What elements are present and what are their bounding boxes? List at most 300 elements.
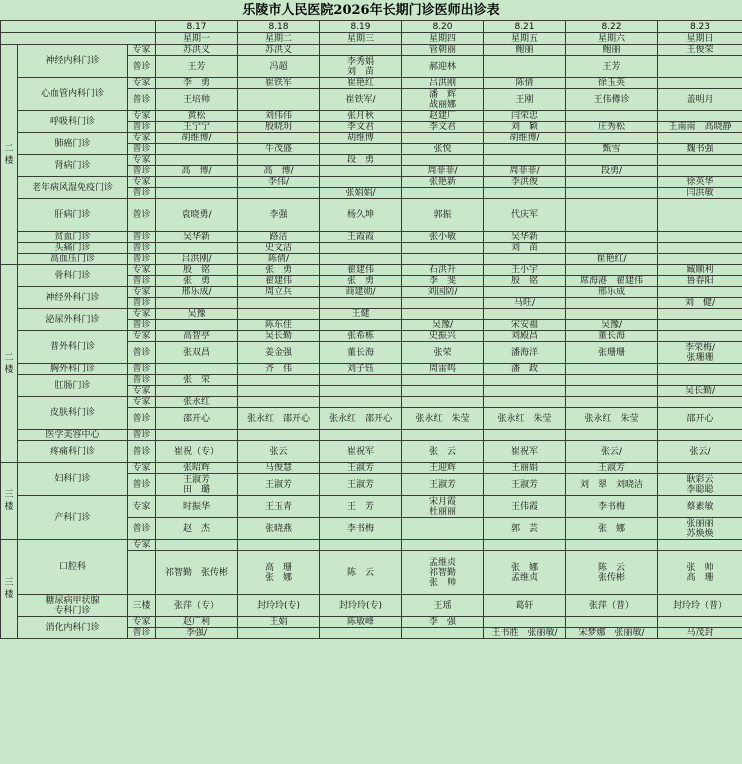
doctor-cell: 封玲玲(专) [238,595,320,617]
doctor-cell: 王伟僔诊 [566,89,658,111]
header-blank [1,33,156,45]
doctor-cell [566,617,658,628]
doctor-cell: 甄雪 [566,144,658,155]
doctor-cell: 祁智勤 张传彬 [156,551,238,595]
doctor-cell [402,309,484,320]
page-title: 乐陵市人民医院2026年长期门诊医师出诊表 [242,3,500,18]
doctor-cell: 王淑芳 [484,474,566,496]
doctor-cell: 马俊慧 [238,463,320,474]
doctor-cell: 封玲玲(专) [320,595,402,617]
doctor-cell: 张 娜 [566,518,658,540]
department-name: 呼吸科门诊 [18,111,128,133]
weekday-cell: 星期一 [156,33,238,45]
doctor-cell: 邢乐成 [566,287,658,298]
department-name: 肝病门诊 [18,199,128,232]
doctor-cell: 张 帅 高 珊 [658,551,742,595]
doctor-cell: 殷 铭 [484,276,566,287]
doctor-cell [658,375,742,386]
doctor-cell: 张永红 邵开心 [238,408,320,430]
doctor-cell: 殷 铭 [156,265,238,276]
doctor-cell: 段勇/ [566,166,658,177]
doctor-cell: 张 云 [402,441,484,463]
clinic-type: 专家 [128,331,156,342]
doctor-cell [484,617,566,628]
clinic-type [128,551,156,595]
doctor-cell: 董长海 [320,342,402,364]
doctor-cell [156,243,238,254]
doctor-cell: 王瑶 [402,595,484,617]
doctor-cell [658,155,742,166]
doctor-cell: 王霞霞 [320,232,402,243]
department-name: 糖尿病甲状腺 专科门诊 [18,595,128,617]
doctor-cell: 崔铁军 [238,78,320,89]
doctor-cell: 潘 辉 战丽娜 [402,89,484,111]
doctor-cell [566,243,658,254]
doctor-cell: 赵建厂 [402,111,484,122]
doctor-cell: 王芳 [156,56,238,78]
doctor-cell [658,463,742,474]
doctor-cell [238,89,320,111]
doctor-cell: 史文洁 [238,243,320,254]
doctor-cell [238,386,320,397]
doctor-cell: 闫洪敏 [658,188,742,199]
doctor-cell: 陈倩 [484,78,566,89]
clinic-type: 普诊 [128,408,156,430]
doctor-cell [566,309,658,320]
clinic-type: 普诊 [128,342,156,364]
doctor-cell: 崔祝军 [320,441,402,463]
doctor-cell: 张荣 [402,342,484,364]
doctor-cell: 张 勇 [238,265,320,276]
doctor-cell: 封玲玲（普） [658,595,742,617]
clinic-type: 普诊 [128,276,156,287]
department-name: 疼痛科门诊 [18,441,128,463]
doctor-cell: 马茂封 [658,628,742,639]
schedule-row [1,199,742,232]
clinic-type: 专家 [128,265,156,276]
clinic-type: 普诊 [128,166,156,177]
schedule-table [0,20,742,639]
clinic-type: 专家 [128,133,156,144]
doctor-cell: 王淑芳 田 璐 [156,474,238,496]
doctor-cell: 李强/ [156,628,238,639]
doctor-cell: 耿彩云 李聪聪 [658,474,742,496]
doctor-cell: 张小敏 [402,232,484,243]
doctor-cell: 周立兵 [238,287,320,298]
doctor-cell: 李 强 [402,617,484,628]
doctor-cell: 鲁春阳 [658,276,742,287]
clinic-type: 专家 [128,463,156,474]
doctor-cell [238,188,320,199]
doctor-cell: 王丽娟 [484,463,566,474]
department-name: 高血压门诊 [18,254,128,265]
doctor-cell: 张晓燕 [238,518,320,540]
doctor-cell [238,540,320,551]
doctor-cell: 李伟/ [238,177,320,188]
doctor-cell [484,287,566,298]
doctor-cell: 宋月霞 杜丽丽 [402,496,484,518]
doctor-cell: 席海港 翟建伟 [566,276,658,287]
doctor-cell [402,243,484,254]
doctor-cell [658,320,742,331]
department-name: 肾病门诊 [18,155,128,177]
doctor-cell [484,397,566,408]
doctor-cell [238,155,320,166]
doctor-cell [156,430,238,441]
doctor-cell: 胡维博/ [484,133,566,144]
date-row [1,21,742,33]
date-cell: 8.22 [566,21,658,33]
doctor-cell: 王小宇 [484,265,566,276]
schedule-row [1,595,742,617]
doctor-cell: 徐英华 [658,177,742,188]
doctor-cell: 潘海洋 [484,342,566,364]
doctor-cell: 吴豫/ [402,320,484,331]
doctor-cell [658,364,742,375]
date-cell: 8.21 [484,21,566,33]
doctor-cell: 张希栋 [320,331,402,342]
doctor-cell [658,254,742,265]
schedule-row [1,617,742,628]
doctor-cell [484,386,566,397]
doctor-cell [156,298,238,309]
doctor-cell [658,397,742,408]
clinic-type: 普诊 [128,518,156,540]
schedule-row [1,375,742,386]
doctor-cell: 吕洪刚 [402,78,484,89]
doctor-cell [402,540,484,551]
doctor-cell: 孟维贞 祁智勤 张 帅 [402,551,484,595]
doctor-cell: 张丽丽 苏焕焕 [658,518,742,540]
doctor-cell [156,188,238,199]
doctor-cell [566,298,658,309]
doctor-cell: 张永红 邵开心 [320,408,402,430]
doctor-cell: 王淑芳 [238,474,320,496]
doctor-cell: 胡维博 [320,133,402,144]
doctor-cell [658,232,742,243]
doctor-cell [238,375,320,386]
clinic-type: 专家 [128,287,156,298]
doctor-cell: 刘 苗 [484,243,566,254]
doctor-cell [402,254,484,265]
schedule-row [1,430,742,441]
clinic-type: 普诊 [128,364,156,375]
doctor-cell [402,386,484,397]
doctor-cell: 张云 [238,441,320,463]
doctor-cell [402,133,484,144]
doctor-cell: 李 斐 [402,276,484,287]
doctor-cell: 王宁宁 [156,122,238,133]
doctor-cell: 张永红 [156,397,238,408]
doctor-cell: 刘 颖 [484,122,566,133]
doctor-cell: 崔祝军 [484,441,566,463]
doctor-cell: 王南南 高晓静 [658,122,742,133]
doctor-cell [238,309,320,320]
clinic-type: 专家 [128,309,156,320]
clinic-type: 普诊 [128,298,156,309]
doctor-cell: 刘殿昌 [484,331,566,342]
doctor-cell [658,617,742,628]
floor-label: 三 楼 [1,463,18,540]
doctor-cell [320,45,402,56]
doctor-cell: 时振华 [156,496,238,518]
doctor-cell: 刘 翠 刘晓洁 [566,474,658,496]
doctor-cell: 张萍（普） [566,595,658,617]
doctor-cell: 吴华新 [156,232,238,243]
doctor-cell: 王淑芳 [320,474,402,496]
clinic-type: 普诊 [128,199,156,232]
doctor-cell [658,166,742,177]
doctor-cell: 张 勇 [156,276,238,287]
doctor-cell [320,375,402,386]
clinic-type: 普诊 [128,89,156,111]
clinic-type: 普诊 [128,254,156,265]
doctor-cell [566,199,658,232]
doctor-cell [238,628,320,639]
doctor-cell [402,430,484,441]
doctor-cell [320,430,402,441]
doctor-cell: 刘伟伟 [238,111,320,122]
doctor-cell: 吴长勤/ [658,386,742,397]
schedule-row [1,463,742,474]
clinic-type: 专家 [128,496,156,518]
department-name: 胸外科门诊 [18,364,128,375]
doctor-cell: 王伟霞 [484,496,566,518]
doctor-cell: 周菲菲/ [402,166,484,177]
date-cell: 8.17 [156,21,238,33]
doctor-cell [658,199,742,232]
doctor-cell: 王俊荣 [658,45,742,56]
doctor-cell [320,177,402,188]
doctor-cell: 李强 [238,199,320,232]
doctor-cell [402,298,484,309]
schedule-row [1,78,742,89]
doctor-cell: 邵开心 [658,408,742,430]
clinic-type: 专家 [128,177,156,188]
doctor-cell [402,375,484,386]
doctor-cell: 陈 云 张传彬 [566,551,658,595]
doctor-cell: 吴豫 [156,309,238,320]
doctor-cell [566,386,658,397]
doctor-cell [402,518,484,540]
schedule-row [1,287,742,298]
doctor-cell: 郝迎林 [402,56,484,78]
doctor-cell: 宋梦娜 张丽敏/ [566,628,658,639]
doctor-cell [566,133,658,144]
doctor-cell: 李文君 [402,122,484,133]
doctor-cell: 臧顺利 [658,265,742,276]
schedule-row [1,133,742,144]
weekday-cell: 星期四 [402,33,484,45]
schedule-row [1,309,742,320]
doctor-cell: 陈倩/ [238,254,320,265]
clinic-type: 专家 [128,111,156,122]
doctor-cell [566,540,658,551]
doctor-cell: 张珊珊 [566,342,658,364]
clinic-type: 普诊 [128,628,156,639]
doctor-cell: 王芳 [566,56,658,78]
doctor-cell [320,540,402,551]
doctor-cell: 张双昌 [156,342,238,364]
clinic-type: 普诊 [128,232,156,243]
doctor-cell [156,386,238,397]
doctor-cell: 路洁 [238,232,320,243]
department-name: 贫血门诊 [18,232,128,243]
doctor-cell: 鲍丽 [484,45,566,56]
doctor-cell: 商建勋/ [320,287,402,298]
doctor-cell: 陈 云 [320,551,402,595]
date-cell: 8.18 [238,21,320,33]
doctor-cell: 代庆军 [484,199,566,232]
department-name: 医学美容中心 [18,430,128,441]
doctor-cell: 魏书强 [658,144,742,155]
date-cell: 8.20 [402,21,484,33]
doctor-cell: 殷晓玥 [238,122,320,133]
floor-label: 二 楼 [1,265,18,463]
doctor-cell [566,364,658,375]
weekday-cell: 星期二 [238,33,320,45]
weekday-cell: 星期三 [320,33,402,45]
clinic-type: 普诊 [128,430,156,441]
schedule-body [1,21,742,639]
clinic-type: 普诊 [128,188,156,199]
clinic-type: 专家 [128,386,156,397]
doctor-cell: 赵广利 [156,617,238,628]
doctor-cell: 郭振 [402,199,484,232]
department-name: 肛肠门诊 [18,375,128,397]
department-name: 心血管内科门诊 [18,78,128,111]
doctor-cell [402,397,484,408]
doctor-cell: 张云/ [658,441,742,463]
doctor-cell: 宋安福 [484,320,566,331]
date-cell: 8.19 [320,21,402,33]
department-name: 骨科门诊 [18,265,128,287]
doctor-cell: 张永红 朱莹 [566,408,658,430]
doctor-cell: 周雷鸣 [402,364,484,375]
doctor-cell: 王书胜 张丽敏/ [484,628,566,639]
doctor-cell: 邵开心 [156,408,238,430]
department-name: 皮肤科门诊 [18,397,128,430]
department-name: 老年病风湿免疫门诊 [18,177,128,199]
doctor-cell [320,628,402,639]
doctor-cell: 张月秋 [320,111,402,122]
doctor-cell: 高 珊 张 娜 [238,551,320,595]
doctor-cell: 高智亭 [156,331,238,342]
clinic-type: 专家 [128,540,156,551]
department-name: 神经内科门诊 [18,45,128,78]
doctor-cell: 齐 伟 [238,364,320,375]
doctor-cell: 张昭辉 [156,463,238,474]
doctor-cell: 石洪升 [402,265,484,276]
doctor-cell [484,56,566,78]
date-cell: 8.23 [658,21,742,33]
doctor-cell [320,397,402,408]
clinic-type: 专家 [128,45,156,56]
doctor-cell: 黄松 [156,111,238,122]
doctor-cell [566,111,658,122]
schedule-row [1,496,742,518]
doctor-cell [156,177,238,188]
department-name: 妇科门诊 [18,463,128,496]
clinic-type: 普诊 [128,243,156,254]
doctor-cell: 李洪俊 [484,177,566,188]
doctor-cell [484,144,566,155]
doctor-cell [320,166,402,177]
doctor-cell [484,188,566,199]
doctor-cell: 邢乐成/ [156,287,238,298]
doctor-cell [566,177,658,188]
doctor-cell [566,155,658,166]
schedule-row [1,232,742,243]
department-name: 口腔科 [18,540,128,595]
schedule-row [1,441,742,463]
department-name: 肺癌门诊 [18,133,128,155]
doctor-cell: 王健 [320,309,402,320]
doctor-cell: 张永红 朱莹 [484,408,566,430]
schedule-row [1,364,742,375]
floor-label: 三 楼 [1,540,18,639]
schedule-row [1,155,742,166]
clinic-type: 三楼 [128,595,156,617]
schedule-row [1,540,742,551]
doctor-cell: 张 勇 [320,276,402,287]
doctor-cell: 潘 政 [484,364,566,375]
doctor-cell [156,540,238,551]
doctor-cell: 董长海 [566,331,658,342]
clinic-type: 普诊 [128,122,156,133]
header-blank [1,21,156,33]
department-name: 神经外科门诊 [18,287,128,309]
doctor-cell: 张 娜 孟维贞 [484,551,566,595]
schedule-row [1,331,742,342]
doctor-cell: 李秀娟 刘 苗 [320,56,402,78]
doctor-cell [658,78,742,89]
doctor-cell: 苏洪义 [156,45,238,56]
doctor-cell: 吴豫/ [566,320,658,331]
department-name: 普外科门诊 [18,331,128,364]
doctor-cell [566,188,658,199]
doctor-cell [156,144,238,155]
clinic-type: 普诊 [128,56,156,78]
doctor-cell: 吕洪刚/ [156,254,238,265]
doctor-cell: 王迎辉 [402,463,484,474]
doctor-cell: 刘国防/ [402,287,484,298]
doctor-cell: 赵 杰 [156,518,238,540]
doctor-cell [484,430,566,441]
doctor-cell: 翟建伟 [238,276,320,287]
doctor-cell [320,298,402,309]
clinic-type: 专家 [128,397,156,408]
doctor-cell: 胡维博/ [156,133,238,144]
doctor-cell: 王培帅 [156,89,238,111]
doctor-cell [238,397,320,408]
doctor-cell: 袁晓勇/ [156,199,238,232]
doctor-cell: 庄秀松 [566,122,658,133]
doctor-cell: 鲍丽 [566,45,658,56]
department-name: 头痛门诊 [18,243,128,254]
doctor-cell [658,540,742,551]
doctor-cell: 苏洪义 [238,45,320,56]
doctor-cell: 崔艳红/ [566,254,658,265]
doctor-cell: 王娟 [238,617,320,628]
doctor-cell: 翟建伟 [320,265,402,276]
doctor-cell: 王刚 [484,89,566,111]
doctor-cell: 张永红 朱莹 [402,408,484,430]
doctor-cell [566,397,658,408]
schedule-row [1,45,742,56]
clinic-type: 专家 [128,155,156,166]
department-name: 泌尿外科门诊 [18,309,128,331]
